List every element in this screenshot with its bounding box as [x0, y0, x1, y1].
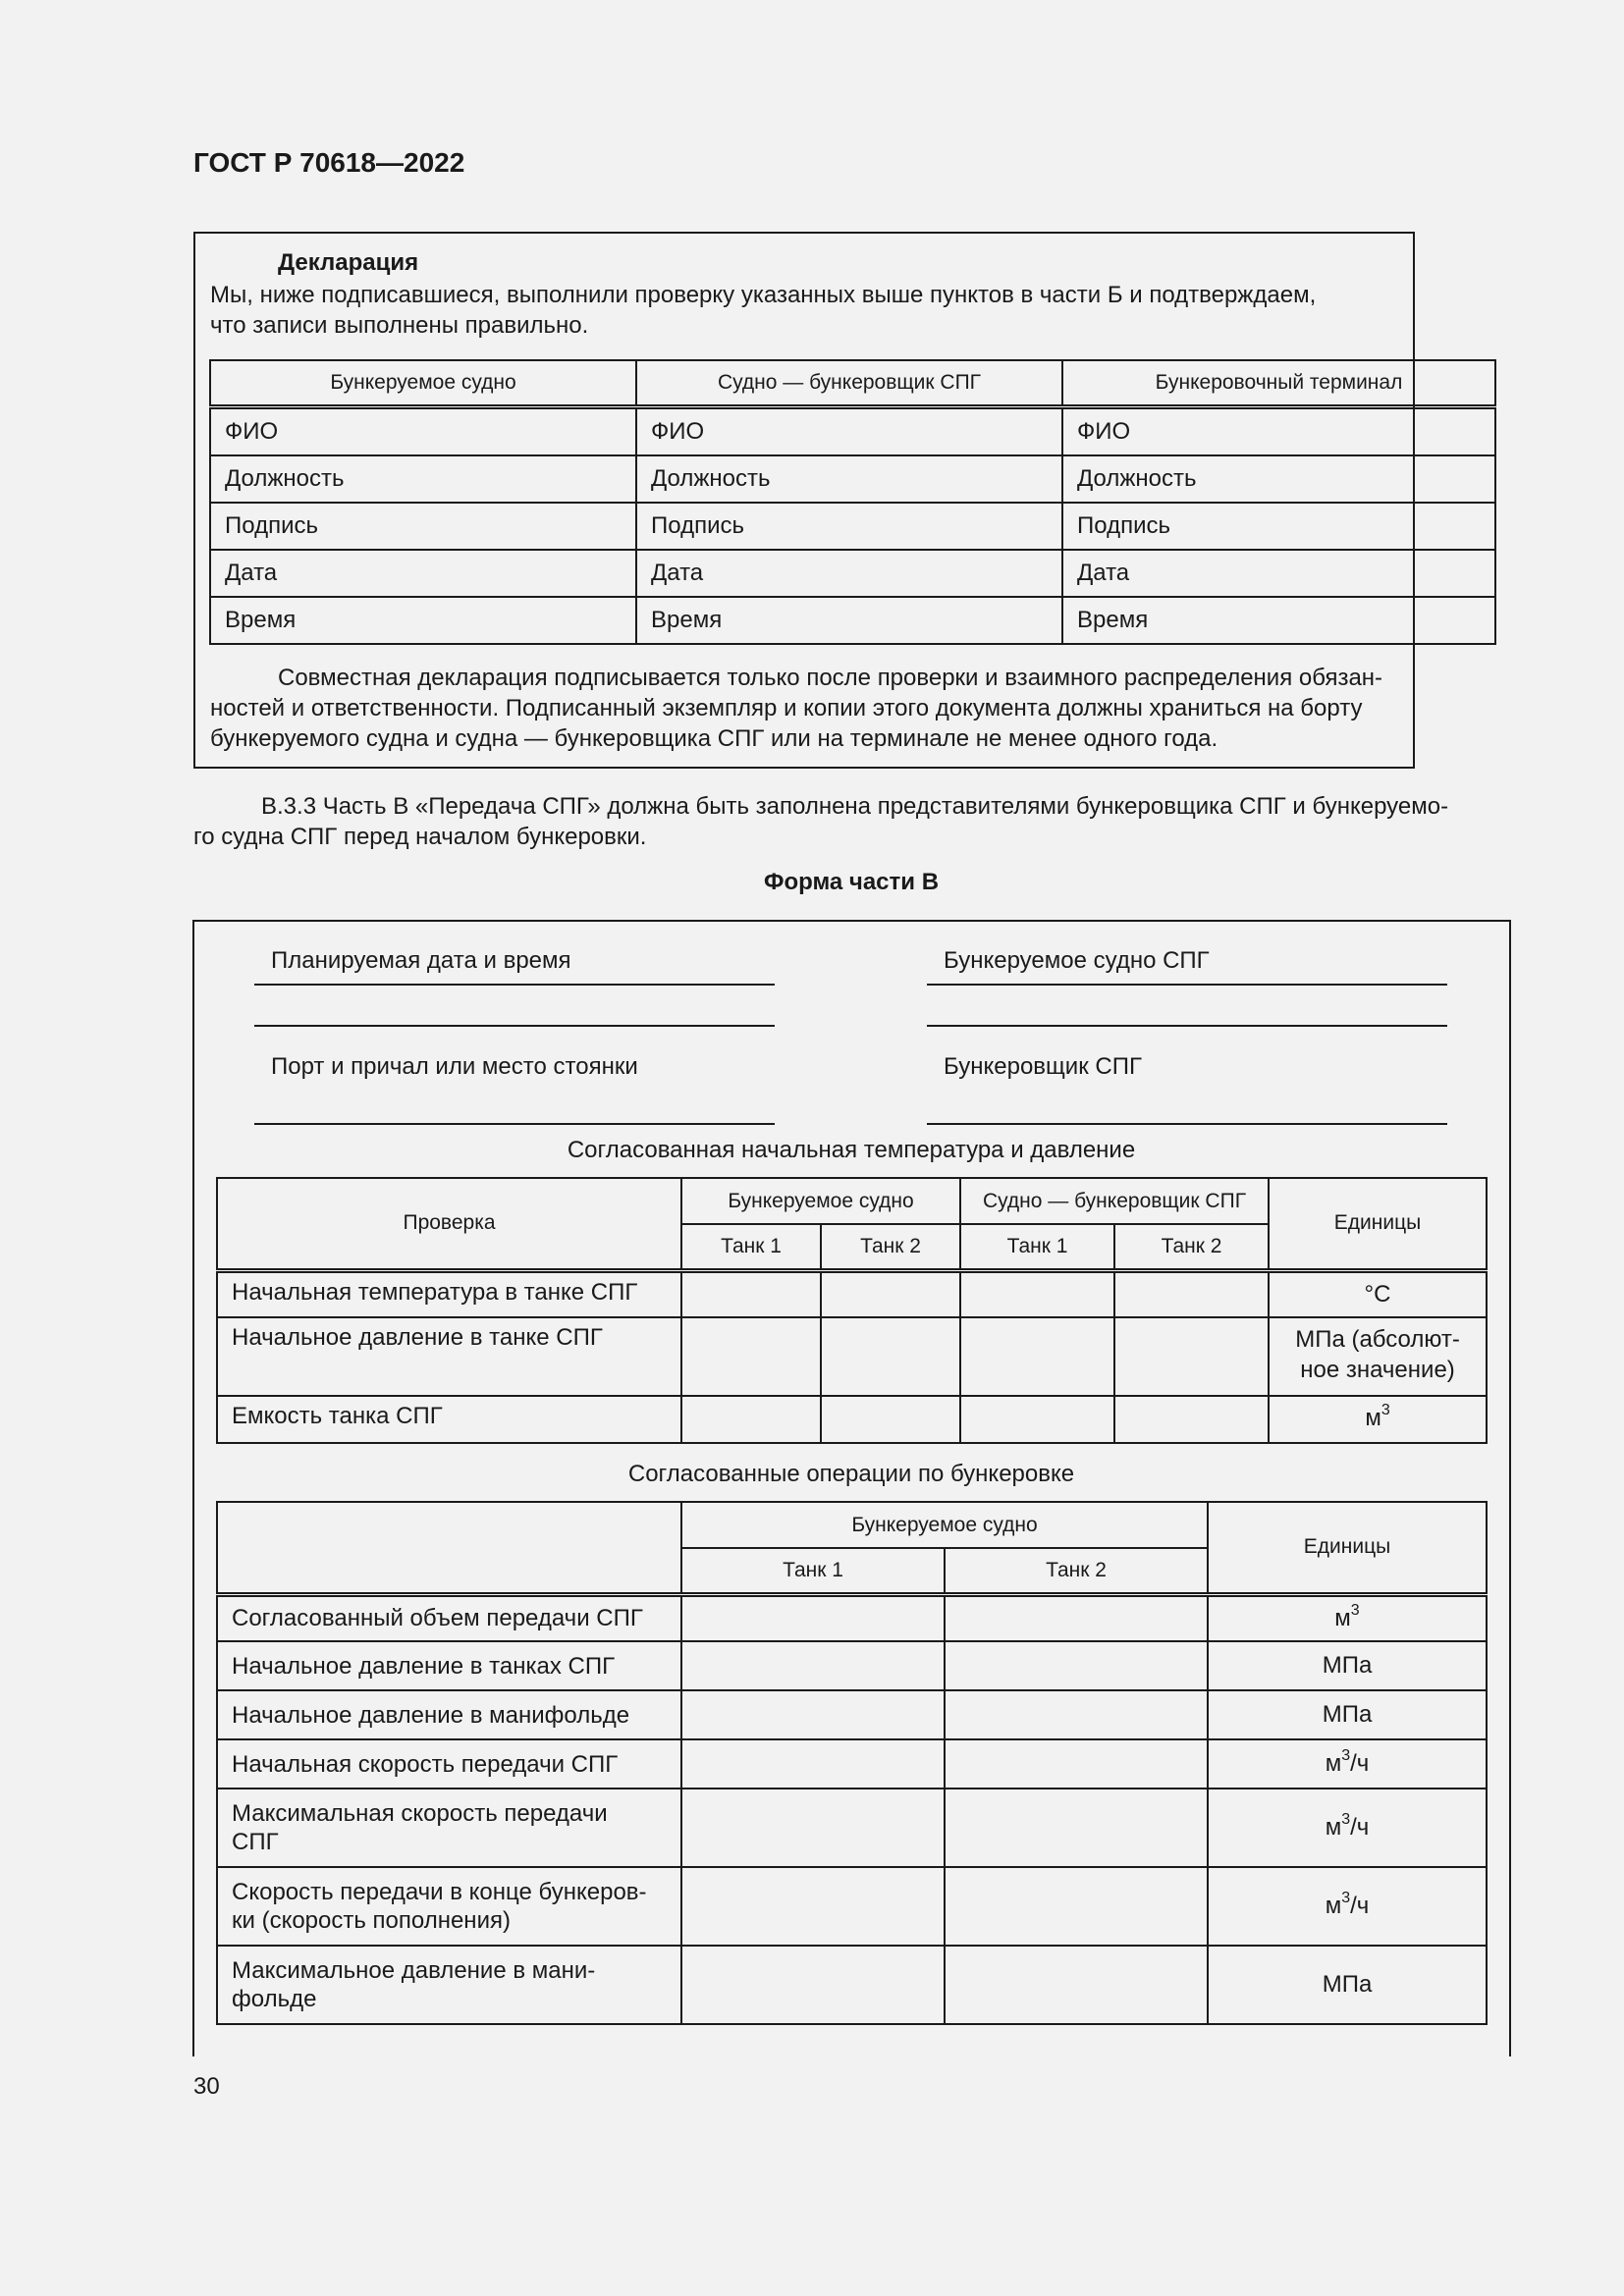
signature-cell[interactable]: Подпись	[1062, 503, 1495, 550]
row-label: Начальное давление в танке СПГ	[217, 1317, 681, 1396]
unit-line: ное значение)	[1300, 1357, 1455, 1383]
unit-superscript: 3	[1341, 1811, 1351, 1828]
signature-cell[interactable]: Подпись	[210, 503, 636, 550]
time-cell[interactable]: Время	[1062, 597, 1495, 644]
label-line: СПГ	[232, 1829, 279, 1855]
value-cell[interactable]	[681, 1946, 945, 2024]
temperature-pressure-table	[216, 1177, 1488, 1444]
table-row	[217, 1594, 1487, 1641]
table-row	[210, 407, 1495, 456]
value-cell[interactable]	[1114, 1317, 1269, 1396]
unit-line: МПа (абсолют-	[1295, 1326, 1460, 1353]
date-cell[interactable]: Дата	[1062, 550, 1495, 597]
unit-cell: МПа	[1208, 1690, 1487, 1739]
document-code: ГОСТ Р 70618—2022	[193, 147, 465, 178]
tank2-header: Танк 2	[945, 1548, 1208, 1594]
temp-caption: Согласованная начальная температура и давление	[567, 1137, 1136, 1163]
row-label: Начальное давление в манифольде	[217, 1690, 681, 1739]
value-cell[interactable]	[945, 1690, 1208, 1739]
vessel-header: Бункеруемое судно	[681, 1178, 960, 1224]
unit-cell	[1269, 1396, 1487, 1443]
declaration-note	[210, 663, 1452, 754]
form-title: Форма части В	[763, 869, 940, 895]
unit-tail: /ч	[1350, 1893, 1370, 1919]
row-label: Емкость танка СПГ	[217, 1396, 681, 1443]
vessel-label: Бункеруемое судно СПГ	[944, 947, 1210, 974]
paragraph-line: В.3.3 Часть В «Передача СПГ» должна быть заполнена представителями бункеровщика СПГ и бункеруемо-	[261, 793, 1449, 820]
planned-date-field[interactable]	[254, 1025, 775, 1027]
planned-date-label: Планируемая дата и время	[271, 947, 571, 974]
value-cell[interactable]	[821, 1396, 960, 1443]
bunkerer-label: Бункеровщик СПГ	[944, 1053, 1142, 1080]
vessel-line[interactable]	[927, 984, 1447, 986]
value-cell[interactable]	[681, 1690, 945, 1739]
unit-cell: °C	[1269, 1270, 1487, 1317]
unit-text: м	[1325, 1814, 1342, 1841]
table-row	[217, 1946, 1487, 2024]
value-cell[interactable]	[945, 1739, 1208, 1789]
value-cell[interactable]	[960, 1270, 1114, 1317]
bunkerer-header: Судно — бункеровщик СПГ	[960, 1178, 1269, 1224]
unit-superscript: 3	[1341, 1890, 1351, 1906]
value-cell[interactable]	[681, 1396, 821, 1443]
value-cell[interactable]	[945, 1594, 1208, 1641]
table-row	[210, 550, 1495, 597]
date-cell[interactable]: Дата	[210, 550, 636, 597]
label-line: Скорость передачи в конце бункеров-	[232, 1879, 647, 1905]
fio-cell[interactable]: ФИО	[1062, 407, 1495, 456]
position-cell[interactable]: Должность	[636, 455, 1062, 503]
time-cell[interactable]: Время	[636, 597, 1062, 644]
unit-cell	[1208, 1789, 1487, 1867]
date-cell[interactable]: Дата	[636, 550, 1062, 597]
check-header: Проверка	[217, 1178, 681, 1270]
tank2-header: Танк 2	[821, 1224, 960, 1270]
table-row	[210, 597, 1495, 644]
value-cell[interactable]	[681, 1867, 945, 1946]
row-label: Начальное давление в танках СПГ	[217, 1641, 681, 1690]
value-cell[interactable]	[681, 1594, 945, 1641]
ops-caption: Согласованные операции по бункеровке	[627, 1461, 1075, 1487]
planned-date-line[interactable]	[254, 984, 775, 986]
table-row	[217, 1317, 1487, 1396]
declaration-text-line: что записи выполнены правильно.	[210, 312, 589, 339]
label-line: фольде	[232, 1986, 317, 2012]
label-line: Максимальное давление в мани-	[232, 1957, 596, 1984]
bunkering-operations-table	[216, 1501, 1488, 2025]
vessel-header: Бункеруемое судно	[681, 1502, 1208, 1548]
port-label: Порт и причал или место стоянки	[271, 1053, 638, 1080]
value-cell[interactable]	[681, 1739, 945, 1789]
row-label	[217, 1946, 681, 2024]
blank-header	[217, 1502, 681, 1594]
value-cell[interactable]	[945, 1641, 1208, 1690]
vessel-field[interactable]	[927, 1025, 1447, 1027]
table-row	[217, 1867, 1487, 1946]
row-label	[217, 1789, 681, 1867]
unit-text: м	[1365, 1405, 1381, 1431]
value-cell[interactable]	[821, 1317, 960, 1396]
row-label: Начальная температура в танке СПГ	[217, 1270, 681, 1317]
position-cell[interactable]: Должность	[210, 455, 636, 503]
tank1-header: Танк 1	[681, 1548, 945, 1594]
table-row	[217, 1641, 1487, 1690]
table-row	[217, 1739, 1487, 1789]
unit-cell	[1208, 1867, 1487, 1946]
units-header: Единицы	[1208, 1502, 1487, 1594]
unit-superscript: 3	[1380, 1402, 1390, 1418]
value-cell[interactable]	[821, 1270, 960, 1317]
value-cell[interactable]	[681, 1789, 945, 1867]
unit-cell	[1208, 1594, 1487, 1641]
value-cell[interactable]	[1114, 1396, 1269, 1443]
unit-cell: МПа	[1208, 1946, 1487, 2024]
note-line: бункеруемого судна и судна — бункеровщика СПГ или на терминале не менее одного года.	[210, 725, 1218, 752]
row-label: Согласованный объем передачи СПГ	[217, 1594, 681, 1641]
page-number: 30	[193, 2073, 220, 2100]
unit-text: м	[1325, 1750, 1342, 1777]
value-cell[interactable]	[681, 1317, 821, 1396]
column-header: Бункеровочный терминал	[1062, 360, 1495, 407]
declaration-title: Декларация	[278, 249, 419, 276]
table-row	[210, 503, 1495, 550]
value-cell[interactable]	[945, 1789, 1208, 1867]
unit-cell: МПа	[1208, 1641, 1487, 1690]
declaration-text-line: Мы, ниже подписавшиеся, выполнили проверку указанных выше пунктов в части Б и подтверждаем,	[210, 282, 1317, 308]
signature-table	[209, 359, 1496, 645]
label-line: Максимальная скорость передачи	[232, 1800, 608, 1827]
column-header: Судно — бункеровщик СПГ	[636, 360, 1062, 407]
unit-tail: /ч	[1350, 1750, 1370, 1777]
row-label	[217, 1867, 681, 1946]
unit-tail: /ч	[1350, 1814, 1370, 1841]
note-line: ностей и ответственности. Подписанный экземпляр и копии этого документа должны храниться на борту	[210, 695, 1363, 721]
unit-text: м	[1325, 1893, 1342, 1919]
paragraph-line: го судна СПГ перед началом бункеровки.	[193, 824, 647, 850]
bunkerer-field[interactable]	[927, 1123, 1447, 1125]
unit-cell	[1269, 1317, 1487, 1396]
table-row	[217, 1270, 1487, 1317]
table-row	[210, 455, 1495, 503]
tank2-header: Танк 2	[1114, 1224, 1269, 1270]
value-cell[interactable]	[681, 1270, 821, 1317]
tank1-header: Танк 1	[681, 1224, 821, 1270]
value-cell[interactable]	[681, 1641, 945, 1690]
label-line: ки (скорость пополнения)	[232, 1907, 511, 1934]
unit-superscript: 3	[1350, 1601, 1360, 1619]
signature-cell[interactable]: Подпись	[636, 503, 1062, 550]
table-row	[217, 1690, 1487, 1739]
value-cell[interactable]	[960, 1396, 1114, 1443]
value-cell[interactable]	[960, 1317, 1114, 1396]
value-cell[interactable]	[1114, 1270, 1269, 1317]
table-row	[217, 1396, 1487, 1443]
fio-cell[interactable]: ФИО	[210, 407, 636, 456]
time-cell[interactable]: Время	[210, 597, 636, 644]
units-header: Единицы	[1269, 1178, 1487, 1270]
port-field[interactable]	[254, 1123, 775, 1125]
row-label: Начальная скорость передачи СПГ	[217, 1739, 681, 1789]
position-cell[interactable]: Должность	[1062, 455, 1495, 503]
unit-cell	[1208, 1739, 1487, 1789]
declaration-text	[210, 280, 1447, 341]
note-line: Совместная декларация подписывается только после проверки и взаимного распределения обязан-	[278, 665, 1383, 691]
value-cell[interactable]	[945, 1946, 1208, 2024]
column-header: Бункеруемое судно	[210, 360, 636, 407]
fio-cell[interactable]: ФИО	[636, 407, 1062, 456]
value-cell[interactable]	[945, 1867, 1208, 1946]
table-row	[217, 1789, 1487, 1867]
unit-text: м	[1334, 1604, 1351, 1631]
paragraph-b33	[193, 791, 1509, 852]
unit-superscript: 3	[1341, 1747, 1351, 1764]
tank1-header: Танк 1	[960, 1224, 1114, 1270]
